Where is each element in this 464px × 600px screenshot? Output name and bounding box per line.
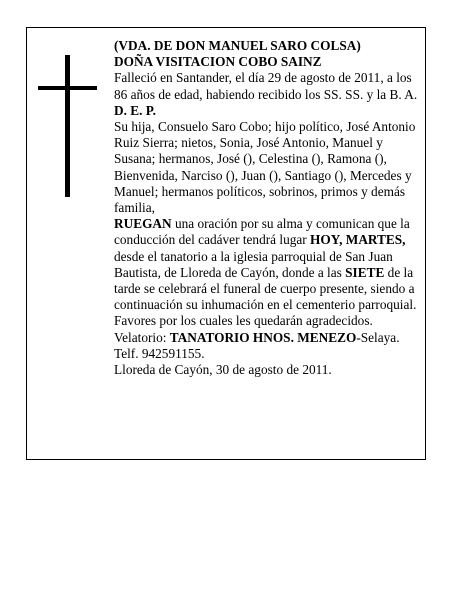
rip-line: D. E. P. <box>114 102 156 118</box>
obituary-notice <box>26 27 426 460</box>
deceased-name: DOÑA VISITACION COBO SAINZ <box>114 54 322 70</box>
funeral-request: RUEGAN una oración por su alma y comunican que la conducción del cadáver tendrá lugar HOY, MARTES, desde el tanatorio a la iglesia parroquial de San Juan Bautista, de Lloreda de Cayón, donde a las SIETE de la tarde se celebrará el funeral de cuerpo presente, siendo a continuación su inhumación en el cementerio parroquial. Favores por los cuales les quedarán agradecidos. Velatorio: TANATORIO HNOS. MENEZO-Selaya. Telf. 942591155. <box>114 216 417 361</box>
family-list: Su hija, Consuelo Saro Cobo; hijo político, José Antonio Ruiz Sierra; nietos, Sonia, José Antonio, Manuel y Susana; hermanos, José (), Celestina (), Ramona (), Bienvenida, Narciso (), Juan (), Santiago (), Mercedes y Manuel; hermanos políticos, sobrinos, primos y demás familia, <box>114 119 416 216</box>
cross-icon <box>65 55 70 197</box>
widow-of-line: (VDA. DE DON MANUEL SARO COLSA) <box>114 38 361 53</box>
place-and-date: Lloreda de Cayón, 30 de agosto de 2011. <box>114 362 332 378</box>
death-details: Falleció en Santander, el día 29 de agosto de 2011, a los 86 años de edad, habiendo recibido los SS. SS. y la B. A. <box>114 70 418 102</box>
obituary-text <box>114 38 426 378</box>
cross-icon-bar <box>38 86 97 90</box>
